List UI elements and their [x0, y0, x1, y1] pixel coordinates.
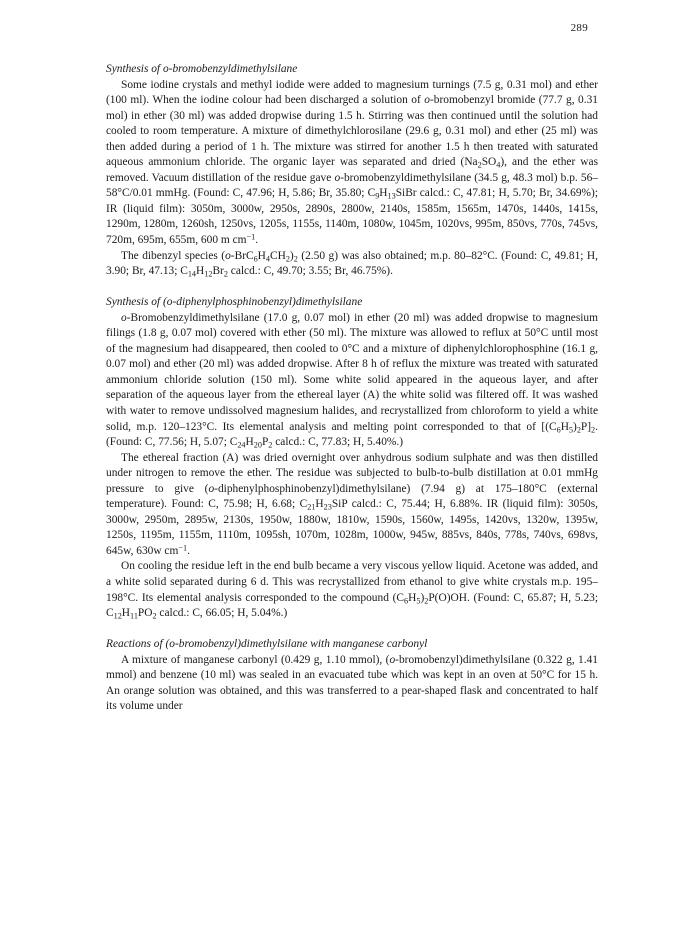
paragraph: Some iodine crystals and methyl iodide were added to magnesium turnings (7.5 g, 0.31 mol) and ether (100 ml). When the iodine colour had been discharged a solution of o-bromobenzyl bromide (77.7 g, 0.31 mol) in ether (30 ml) was added dropwise during 1.5 h. Stirring was then continued until the solution had cooled to room temperature. A mixture of dimethylchlorosilane (29.6 g, 0.31 mol) and ether (25 ml) was then added during a period of 1 h. The mixture was stirred for another 1.5 h then treated with saturated aqueous ammonium chloride. The organic layer was separated and dried $(Na_2SO_4)$, and the ether was removed. Vacuum distillation of the residue gave o-bromobenzyldimethylsilane (34.5 g, 48.3 mol) b.p. 56–58°C/0.01 mmHg. (Found: C, 47.96; H, 5.86; Br, 35.80; $C_9H_{13}SiBr$ calcd.: C, 47.81; H, 5.70; Br, 34.69%); IR (liquid film): 3050m, 3000w, 2950s, 2890s, 2800w, 2140s, 1585m, 1565m, 1470s, 1440s, 1415s, 1290m, 1280m, 1260sh, 1250vs, 1205s, 1155s, 1140m, 1080w, 1045m, 1020vs, 995m, 850vs, 770s, 745vs, 720m, 695m, 655m, 600 m $cm^{-1}$. [106, 78, 599, 247]
section-title: Synthesis of o-bromobenzyldimethylsilane [106, 63, 298, 75]
section-gap [106, 622, 598, 638]
paragraph: o-Bromobenzyldimethylsilane (17.0 g, 0.07 mol) in ether (20 ml) was added dropwise to magnesium filings (1.8 g, 0.07 mol) covered with ether (50 ml). The mixture was allowed to reflux at 50°C until most of the magnesium had disappeared, then cooled to 0°C and a mixture of diphenylchlorophosphine (16.1 g, 0.07 mol) and ether (20 ml) was added dropwise. After 8 h of reflux the mixture was treated with saturated ammonium chloride solution (150 ml). Some white solid appeared in the aqueous layer, and after separation of the aqueous layer from the ethereal layer (A) the white solid was filtered off. It was washed with water to remove undissolved magnesium halides, and recrystallized from chloroform to yield a white solid, m.p. 120–123°C. Its elemental analysis and melting point corresponded to that of $[(C_6H_5)_2P]_2$. (Found: C, 77.56; H, 5.07; $C_{24}H_{20}P_2$ calcd.: C, 77.83; H, 5.40%.) [106, 311, 598, 450]
section-gap [106, 280, 598, 296]
paragraph: The dibenzyl species $(o-BrC_6H_4CH_2)_2$ (2.50 g) was also obtained; m.p. 80–82°C. (Found: C, 49.81; H, 3.90; Br, 47.13; $C_{14}H_{12}Br_2$ calcd.: C, 49.70; 3.55; Br, 46.75%). [106, 249, 598, 279]
page-number: 289 [570, 22, 588, 34]
paragraph: On cooling the residue left in the end bulb became a very viscous yellow liquid. Acetone was added, and a white solid separated during 6 d. This was recrystallized from ethanol to give white crystals m.p. 195–198°C. Its elemental analysis corresponded to the compound $(C_6H_5)_2P(O)OH$. (Found: C, 65.87; H, 5.23; $C_{12}H_{11}PO_2$ calcd.: C, 66.05; H, 5.04%.) [106, 560, 599, 621]
paragraph: A mixture of manganese carbonyl (0.429 g, 1.10 mmol), (o-bromobenzyl)dimethylsilane (0.322 g, 1.41 mmol) and benzene (10 ml) was sealed in an evacuated tube which was kept in an oven at 50°C for 15 h. An orange solution was obtained, and this was transferred to a pear-shaped flask and concentrated to half its volume under [106, 653, 598, 713]
section-title: Reactions of (o-bromobenzyl)dimethylsilane with manganese carbonyl [106, 638, 428, 651]
article-body [106, 62, 598, 715]
section-title: Synthesis of (o-diphenylphosphinobenzyl)dimethylsilane [106, 296, 363, 309]
paragraph: The ethereal fraction (A) was dried overnight over anhydrous sodium sulphate and was then distilled under nitrogen to remove the ether. The residue was subjected to bulb-to-bulb distillation at 0.01 mmHg pressure to give (o-diphenylphosphinobenzyl)dimethylsilane) (7.94 g) at 175–180°C (external temperature). Found: C, 75.98; H, 6.68; $C_{21}H_{23}SiP$ calcd.: C, 75.44; H, 6.88%. IR (liquid film): 3050s, 3000w, 2950m, 2895w, 2130s, 1950w, 1880w, 1810w, 1590s, 1560w, 1495s, 1420vs, 1320w, 1395w, 1250s, 1195m, 1155m, 1110m, 1095sh, 1070m, 1028m, 1000w, 945w, 885vs, 840s, 778s, 740vs, 698vs, 645w, 630w $cm^{-1}$. [106, 451, 598, 557]
